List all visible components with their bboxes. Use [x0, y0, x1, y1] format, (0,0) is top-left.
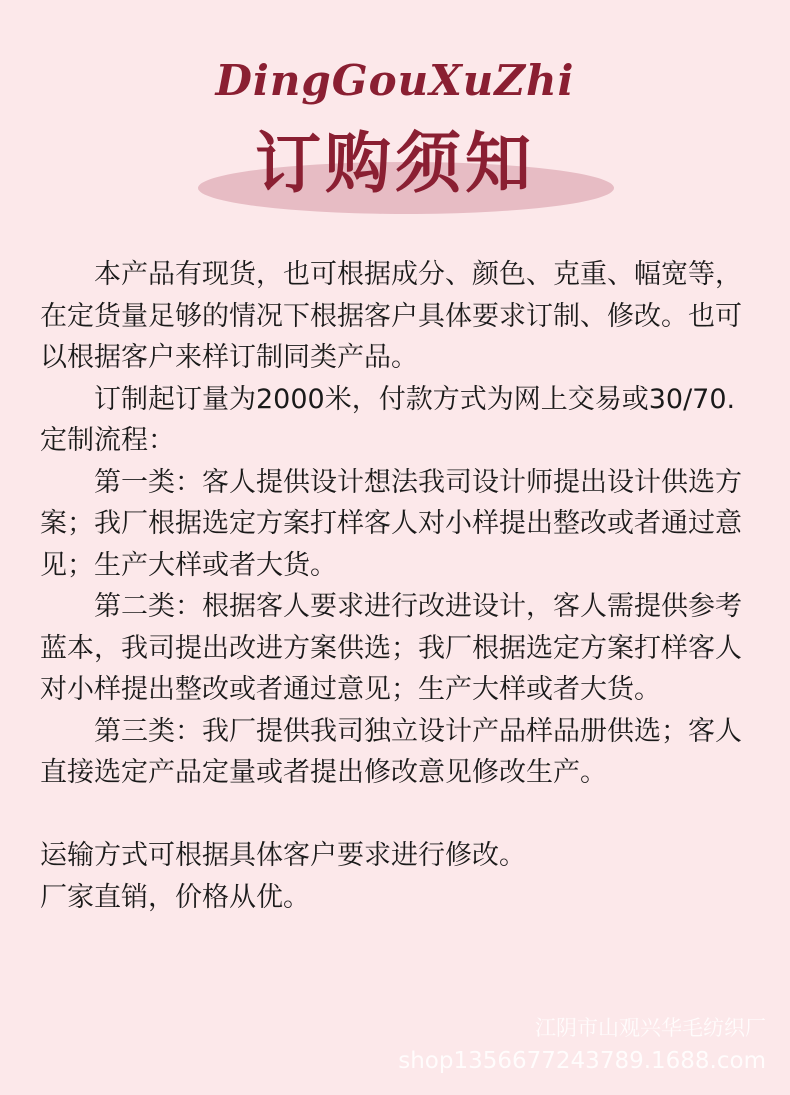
notice-content — [40, 254, 752, 918]
process-type-3: 第三类：我厂提供我司独立设计产品样品册供选；客人直接选定产品定量或者提出修改意见修改生产。 — [40, 715, 742, 788]
process-type-1: 第一类：客人提供设计想法我司设计师提出设计供选方案；我厂根据选定方案打样客人对小样提出整改或者通过意见；生产大样或者大货。 — [40, 466, 742, 581]
process-heading: 定制流程： — [40, 425, 175, 456]
script-title: DingGouXuZhi — [215, 56, 575, 105]
shipping-note: 运输方式可根据具体客户要求进行修改。 — [40, 840, 526, 871]
watermark-shop-url: shop1356677243789.1688.com — [398, 1048, 766, 1074]
spacer — [40, 794, 752, 836]
watermark-company: 江阴市山观兴华毛纺织厂 — [535, 1016, 766, 1040]
page-title: 订购须知 — [255, 124, 535, 202]
intro-paragraph: 本产品有现货，也可根据成分、颜色、克重、幅宽等，在定货量足够的情况下根据客户具体要求订制、修改。也可以根据客户来样订制同类产品。 — [40, 259, 742, 373]
header — [0, 0, 790, 220]
process-type-2: 第二类：根据客人要求进行改进设计，客人需提供参考蓝本，我司提出改进方案供选；我厂根据选定方案打样客人对小样提出整改或者通过意见；生产大样或者大货。 — [40, 591, 742, 705]
order-terms-paragraph: 订制起订量为2000米，付款方式为网上交易或30/70. — [94, 383, 736, 415]
direct-sale-note: 厂家直销，价格从优。 — [40, 881, 310, 913]
